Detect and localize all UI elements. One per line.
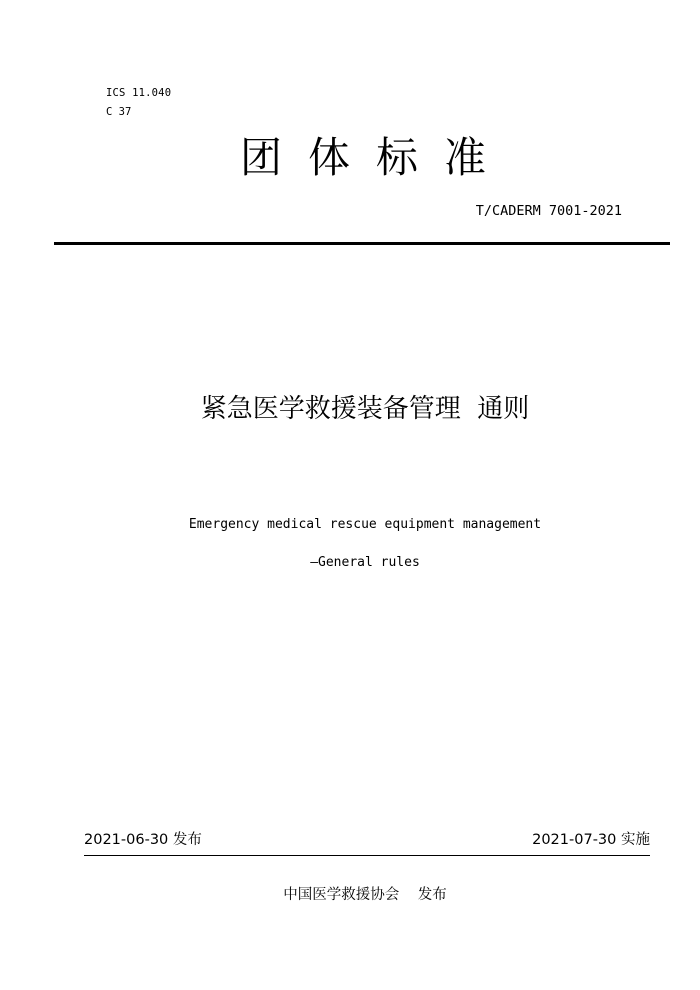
implementation-date: 2021-07-30 实施: [532, 832, 650, 848]
document-title-english-line1: Emergency medical rescue equipment management: [188, 517, 542, 532]
ics-code: ICS 11.040: [106, 87, 172, 99]
standard-type-heading: 团体标准: [240, 133, 513, 182]
header-divider: [54, 242, 670, 245]
publish-date: 2021-06-30 发布: [84, 832, 202, 848]
footer-divider: [84, 855, 650, 856]
standard-number: T/CADERM 7001-2021: [475, 203, 622, 219]
publisher: 中国医学救援协会 发布: [283, 887, 447, 903]
document-title-english-line2: —General rules: [310, 555, 420, 570]
document-title-chinese: 紧急医学救援装备管理 通则: [200, 394, 530, 424]
classification-code: C 37: [106, 106, 132, 118]
